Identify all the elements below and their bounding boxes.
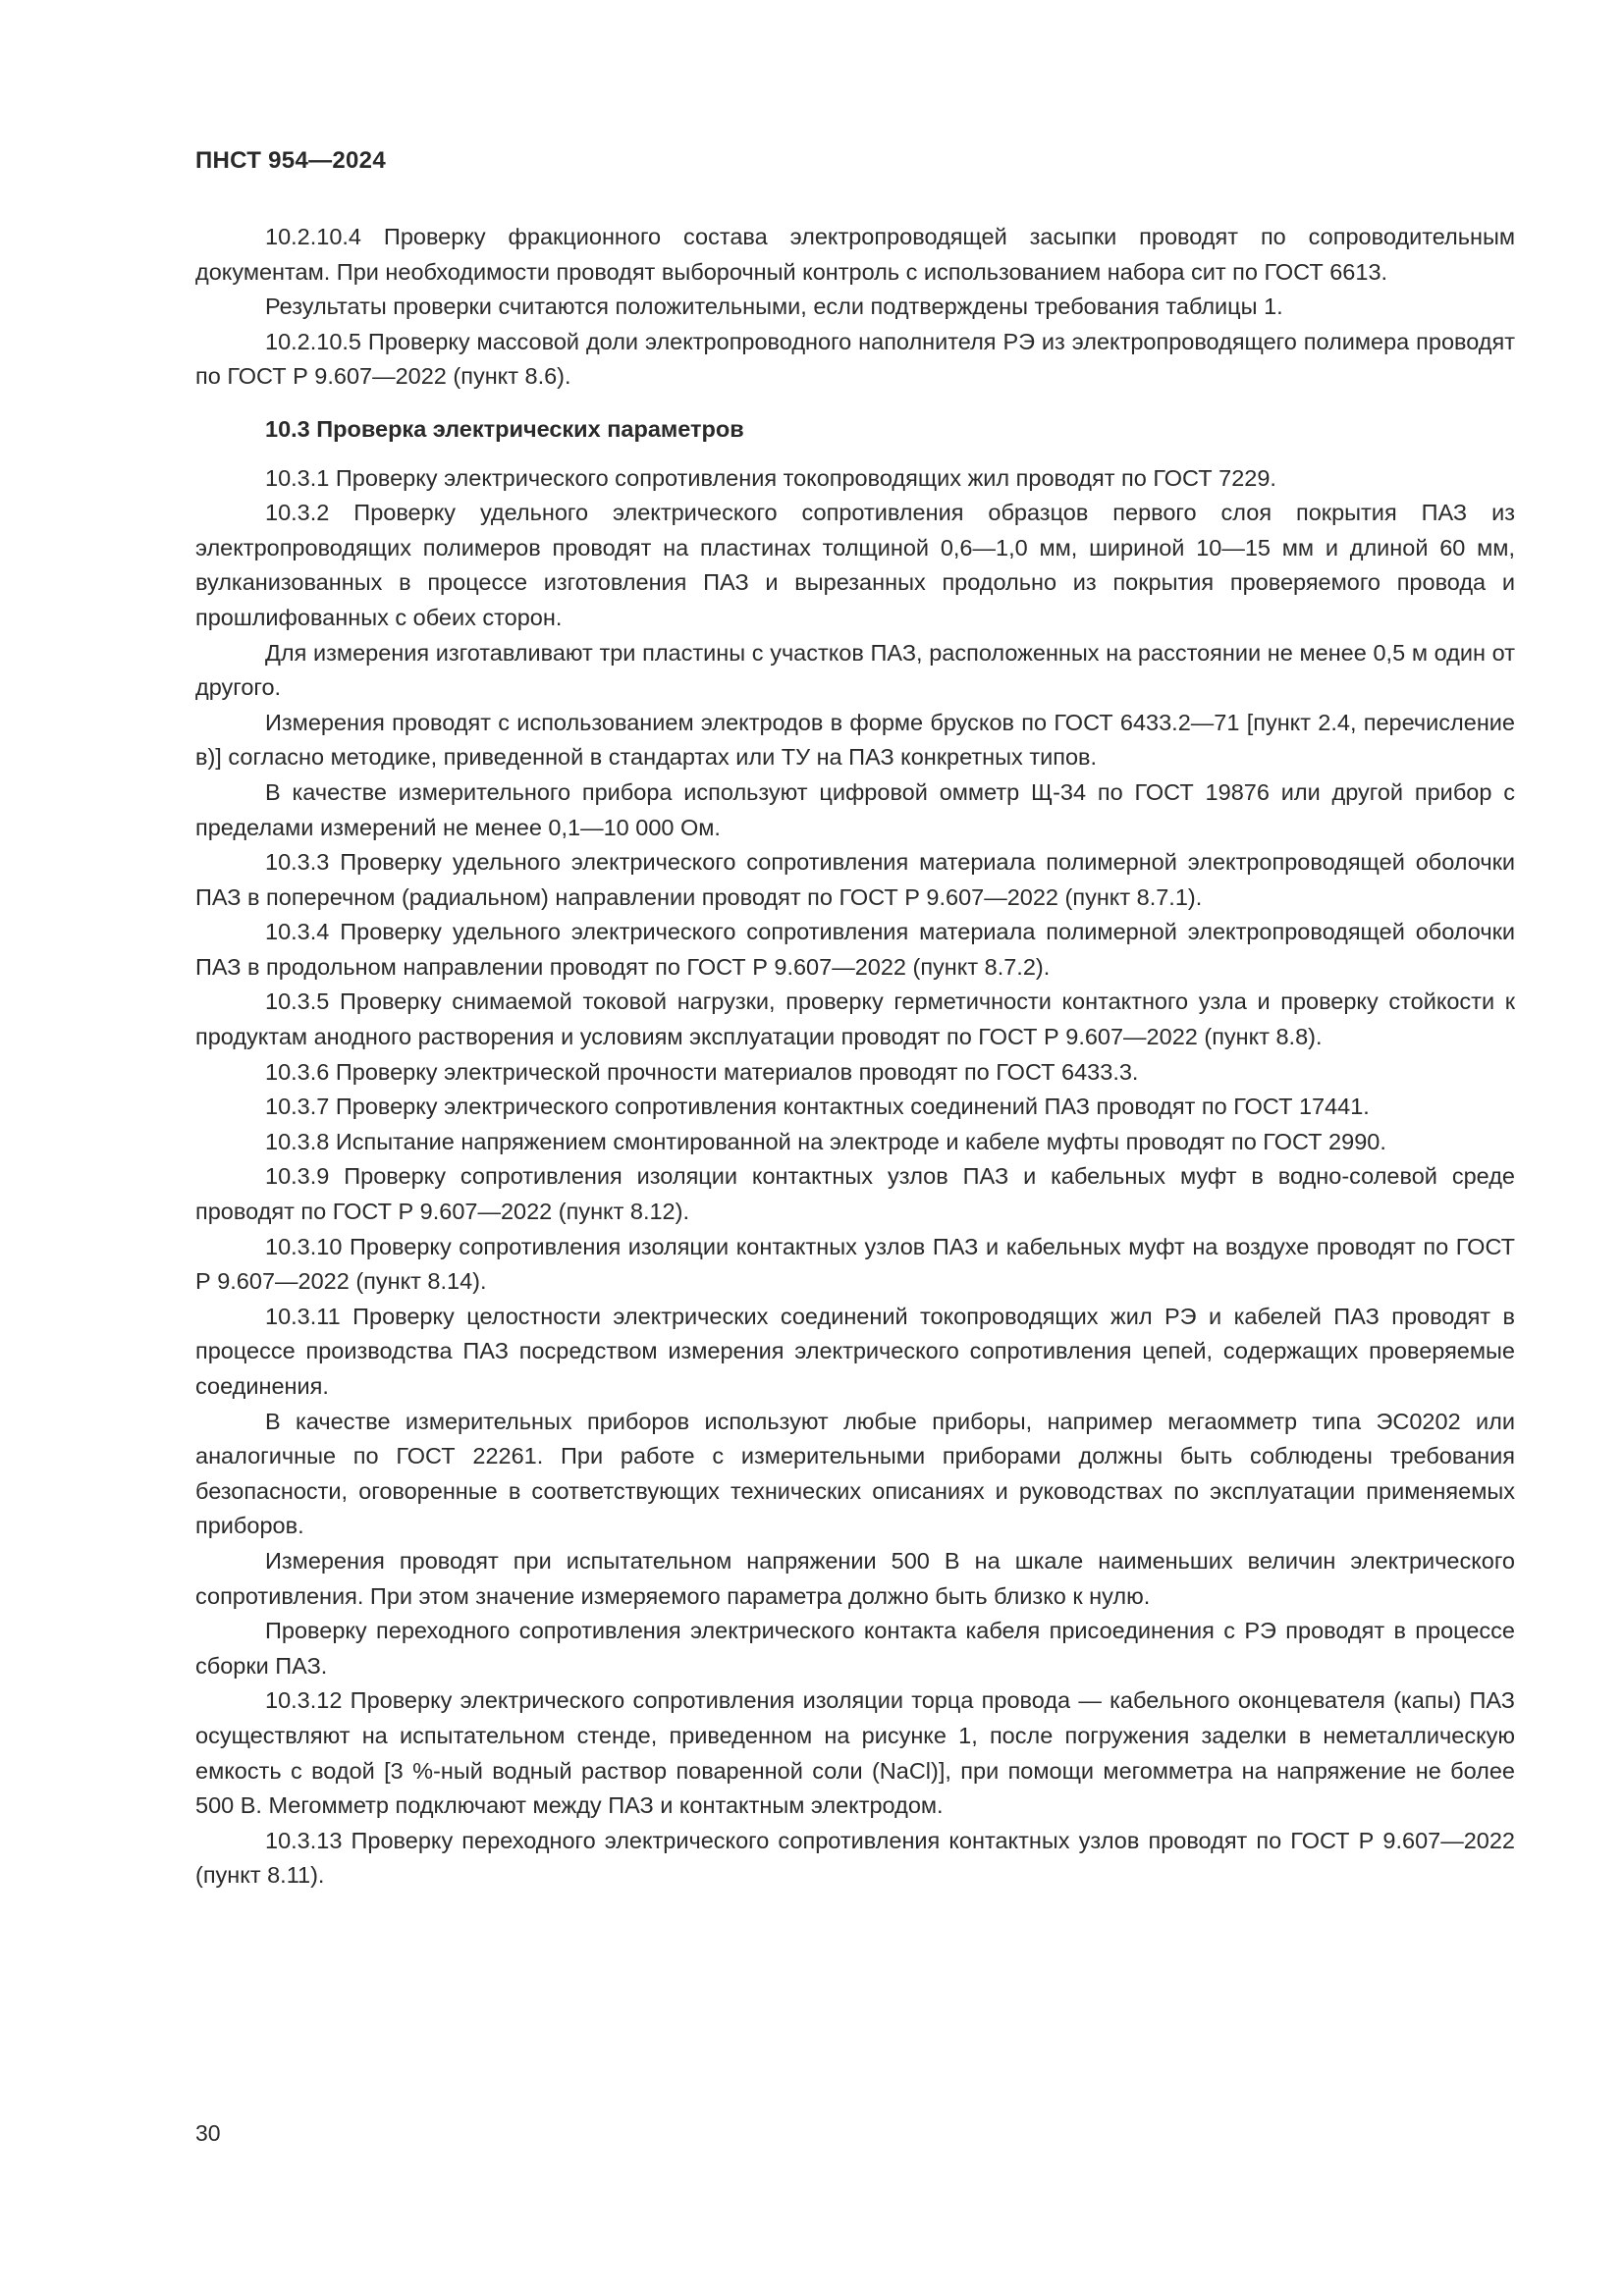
paragraph-10-2-10-5: 10.2.10.5 Проверку массовой доли электропроводного наполнителя РЭ из электропроводящего полимера проводят по ГОСТ Р 9.607—2022 (пункт 8.6).: [195, 328, 1515, 390]
paragraph-results: Результаты проверки считаются положительными, если подтверждены требования таблицы 1.: [265, 294, 1283, 320]
paragraph-10-3-8: 10.3.8 Испытание напряжением смонтированной на электроде и кабеле муфты проводят по ГОСТ 2990.: [265, 1128, 1386, 1154]
paragraph-instruments: В качестве измерительных приборов используют любые приборы, например мегаомметр типа ЭС0202 или аналогичные по ГОСТ 22261. При работе с измерительными приборами должны быть соблюдены требования безопасности, оговоренные в соответствующих технических описаниях и руководствах по эксплуатации применяемых приборов.: [195, 1408, 1515, 1539]
paragraph-10-3-9: 10.3.9 Проверку сопротивления изоляции контактных узлов ПАЗ и кабельных муфт в водно-солевой среде проводят по ГОСТ Р 9.607—2022 (пункт 8.12).: [195, 1163, 1515, 1225]
paragraph-10-3-5: 10.3.5 Проверку снимаемой токовой нагрузки, проверку герметичности контактного узла и проверку стойкости к продуктам анодного растворения и условиям эксплуатации проводят по ГОСТ Р 9.607—2022 (пункт 8.8).: [195, 988, 1515, 1050]
paragraph-transition-resistance: Проверку переходного сопротивления электрического контакта кабеля присоединения с РЭ проводят в процессе сборки ПАЗ.: [195, 1618, 1515, 1679]
paragraph-10-3-3: 10.3.3 Проверку удельного электрического сопротивления материала полимерной электропроводящей оболочки ПАЗ в поперечном (радиальном) направлении проводят по ГОСТ Р 9.607—2022 (пункт 8.7.1).: [195, 849, 1515, 910]
page-number: 30: [195, 2120, 221, 2146]
paragraph-10-3-6: 10.3.6 Проверку электрической прочности материалов проводят по ГОСТ 6433.3.: [265, 1058, 1139, 1085]
paragraph-10-3-4: 10.3.4 Проверку удельного электрического сопротивления материала полимерной электропроводящей оболочки ПАЗ в продольном направлении проводят по ГОСТ Р 9.607—2022 (пункт 8.7.2).: [195, 919, 1515, 980]
document-id-header: ПНСТ 954—2024: [195, 147, 386, 174]
paragraph-electrodes: Измерения проводят с использованием электродов в форме брусков по ГОСТ 6433.2—71 [пункт 2.4, перечисление в)] согласно методике, приведенной в стандартах или ТУ на ПАЗ конкретных типов.: [195, 709, 1515, 771]
paragraph-10-3-10: 10.3.10 Проверку сопротивления изоляции контактных узлов ПАЗ и кабельных муфт на воздухе проводят по ГОСТ Р 9.607—2022 (пункт 8.14).: [195, 1233, 1515, 1295]
paragraph-10-3-11: 10.3.11 Проверку целостности электрических соединений токопроводящих жил РЭ и кабелей ПАЗ проводят в процессе производства ПАЗ посредством измерения электрического сопротивления цепей, содержащих проверяемые соединения.: [195, 1303, 1515, 1399]
paragraph-10-3-1: 10.3.1 Проверку электрического сопротивления токопроводящих жил проводят по ГОСТ 7229.: [265, 464, 1276, 491]
paragraph-10-3-12: 10.3.12 Проверку электрического сопротивления изоляции торца провода — кабельного оконцевателя (капы) ПАЗ осуществляют на испытательном стенде, приведенном на рисунке 1, после погружения заделки в неметаллическую емкость с водой [3 %-ный водный раствор поваренной соли (NaCl)], при помощи мегомметра на напряжение не более 500 В. Мегомметр подключают между ПАЗ и контактным электродом.: [195, 1687, 1515, 1819]
paragraph-10-2-10-4: 10.2.10.4 Проверку фракционного состава электропроводящей засыпки проводят по сопроводительным документам. При необходимости проводят выборочный контроль с использованием набора сит по ГОСТ 6613.: [195, 224, 1515, 285]
paragraph-10-3-2: 10.3.2 Проверку удельного электрического сопротивления образцов первого слоя покрытия ПАЗ из электропроводящих полимеров проводят на пластинах толщиной 0,6—1,0 мм, шириной 10—15 мм и длиной 60 мм, вулканизованных в процессе изготовления ПАЗ и вырезанных продольно из покрытия проверяемого провода и прошлифованных с обеих сторон.: [195, 500, 1515, 630]
paragraph-test-voltage: Измерения проводят при испытательном напряжении 500 В на шкале наименьших величин электрического сопротивления. При этом значение измеряемого параметра должно быть близко к нулю.: [195, 1547, 1515, 1609]
paragraph-plates: Для измерения изготавливают три пластины с участков ПАЗ, расположенных на расстоянии не менее 0,5 м один от другого.: [195, 639, 1515, 701]
paragraph-10-3-7: 10.3.7 Проверку электрического сопротивления контактных соединений ПАЗ проводят по ГОСТ 17441.: [265, 1094, 1370, 1120]
document-body: [195, 220, 1515, 1894]
paragraph-ohmmeter: В качестве измерительного прибора используют цифровой омметр Щ-34 по ГОСТ 19876 или другой прибор с пределами измерений не менее 0,1—10 000 Ом.: [195, 778, 1515, 840]
section-heading-10-3: 10.3 Проверка электрических параметров: [265, 415, 744, 442]
paragraph-10-3-13: 10.3.13 Проверку переходного электрического сопротивления контактных узлов проводят по ГОСТ Р 9.607—2022 (пункт 8.11).: [195, 1827, 1515, 1889]
